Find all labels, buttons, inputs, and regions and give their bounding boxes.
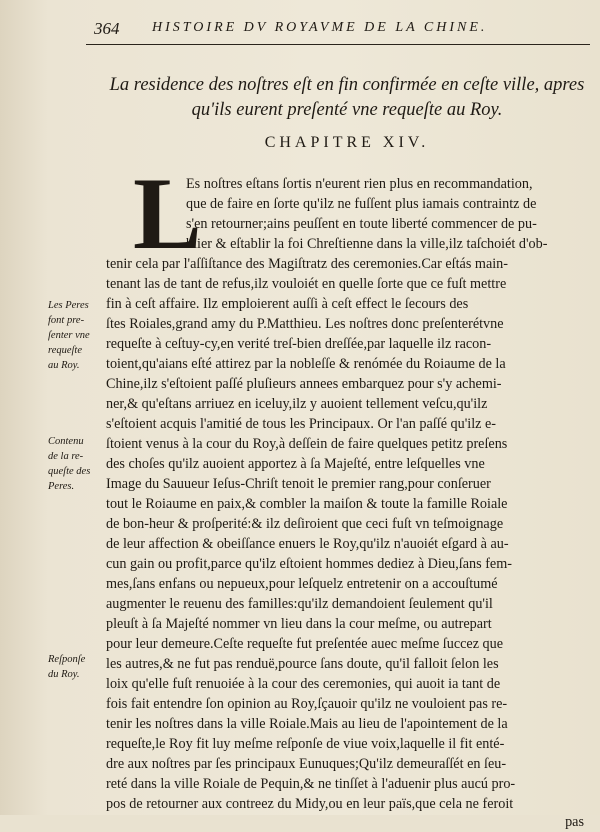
body-line: tenir les noſtres dans la ville Roiale.Mais au lieu de l'apointement de la [106,716,508,732]
body-line: pleuſt à ſa Majeſté nommer vn lieu dans la cour meſme, ou autrepart [106,616,492,632]
body-line: s'en retourner;ains peuſſent en toute liberté commencer de pu- [186,216,537,232]
body-line: s'eſtoient acquis l'amitié de tous les Principaux. Or l'an paſſé qu'ilz e- [106,416,497,432]
body-line: Es noſtres eſtans ſortis n'eurent rien plus en recommandation, [186,176,533,192]
body-line: blier & eſtablir la foi Chreſtienne dans la ville,ilz taſchoiét d'ob- [186,236,548,252]
marginal-note-line: Contenu [48,436,84,447]
marginal-note-line: du Roy. [48,669,80,680]
body-line: Image du Sauueur Ieſus-Chriſt tenoit le premier rang,pour conſeruer [106,476,491,492]
body-line: de bon-heur & proſperité:& ilz deſiroient que ceci fuſt vn teſmoignage [106,516,504,532]
body-line: tenir cela par l'aſſiſtance des Magiſtratz des ceremonies.Car eſtás main- [106,256,508,272]
body-line: tout le Roiaume en paix,& combler la maiſon & toute la famille Roiale [106,496,508,512]
marginal-note-line: de la re- [48,451,84,462]
marginal-note-line: font pre- [48,315,85,326]
drop-cap: L [133,157,202,271]
page-number: 364 [94,19,120,38]
body-line: que de faire en ſorte qu'ilz ne fuſſent plus iamais contraintz de [186,196,537,212]
body-line: ſtes Roiales,grand amy du P.Matthieu. Les noſtres donc preſenterétvne [106,316,504,332]
marginal-note-line: Reſponſe [48,654,86,665]
body-line: les autres,& ne fut pas renduë,pource ſans doute, qu'il falloit ſelon les [106,656,499,672]
body-line: tenant las de tant de refus,ilz vouloiét en quelle ſorte que ce fuſt mettre [106,276,507,292]
chapter-summary [104,73,590,123]
body-line: loix qu'elle fuſt renuoiée à la cour des ceremonies, qui auoit ia tant de [106,676,501,692]
marginal-note-line: requeſte [48,345,83,356]
body-line: ner,& qu'eſtans arriuez en iceluy,ilz y auoient tellement veſcu,qu'ilz [106,396,488,412]
marginal-note-line: au Roy. [48,360,80,371]
body-line: dre aux noſtres par ſes principaux Eunuques;Qu'ilz demeuraſſét en ſeu- [106,756,507,772]
body-line: ſtoient venus à la cour du Roy,à deſſein de faire quelques petitz preſens [106,436,508,452]
body-line: pos de retourner aux contreez du Midy,ou en leur païs,que cela ne feroit [106,796,514,812]
body-line: Chine,ilz s'eſtoient paſſé pluſieurs annees embarquez pour s'y achemi- [106,376,502,392]
body-line: mes,ſans enfans ou nepueux,pour leſquelz entretenir on a accouſtumé [106,576,498,592]
body-line: fois fait entendre ſon opinion au Roy,ſçauoir qu'ilz ne vouloient pas re- [106,696,508,712]
body-line: de leur affection & obeiſſance enuers le Roy,qu'ilz n'auoiét eſgard à au- [106,536,509,552]
running-title: HISTOIRE DV ROYAVME DE LA CHINE. [152,20,488,35]
chapter-heading: CHAPITRE XIV. [264,134,430,151]
body-line: toient,qu'aians eſté attirez par la nobleſſe & renómée du Roiaume de la [106,356,506,372]
body-line: des choſes qu'ilz auoient apportez à ſa Majeſté, entre leſquelles vne [106,456,485,472]
chapter-summary-line: qu'ils eurent preſenté vne requeſte au Roy. [191,100,503,120]
chapter-summary-line: La residence des noſtres eſt en fin confirmée en ceſte ville, apres [109,75,585,95]
marginal-note [48,298,106,373]
marginal-note-line: Les Peres [48,300,89,311]
marginal-note-line: ſenter vne [48,330,90,341]
body-line: augmenter le reuenu des familles:qu'ilz demandoient ſeulement qu'il [106,596,493,612]
catchword: pas [565,814,584,830]
body-line: requeſte,le Roy fit luy meſme reſponſe de viue voix,laquelle il fit enté- [106,736,505,752]
body-line: cun gain ou profit,parce qu'ilz eſtoient hommes dediez à Dieu,ſans fem- [106,556,512,572]
marginal-note [48,652,106,682]
body-line: fin à ceſt affaire. Ilz emploierent auſſi à ceſt effect le ſecours des [106,296,469,312]
header-rule [86,44,590,45]
body-line: pour leur demeure.Ceſte requeſte fut preſentée auec meſme ſuccez que [106,636,504,652]
marginal-note-line: queſte des [48,466,91,477]
body-line: reté dans la ville Roiale de Pequin,& ne tinſſet à l'aduenir plus aucú pro- [106,776,516,792]
marginal-note [48,434,106,494]
body-line: requeſte à ceſtuy-cy,en verité treſ-bien dreſſée,par laquelle ilz racon- [106,336,492,352]
marginal-note-line: Peres. [48,481,75,492]
